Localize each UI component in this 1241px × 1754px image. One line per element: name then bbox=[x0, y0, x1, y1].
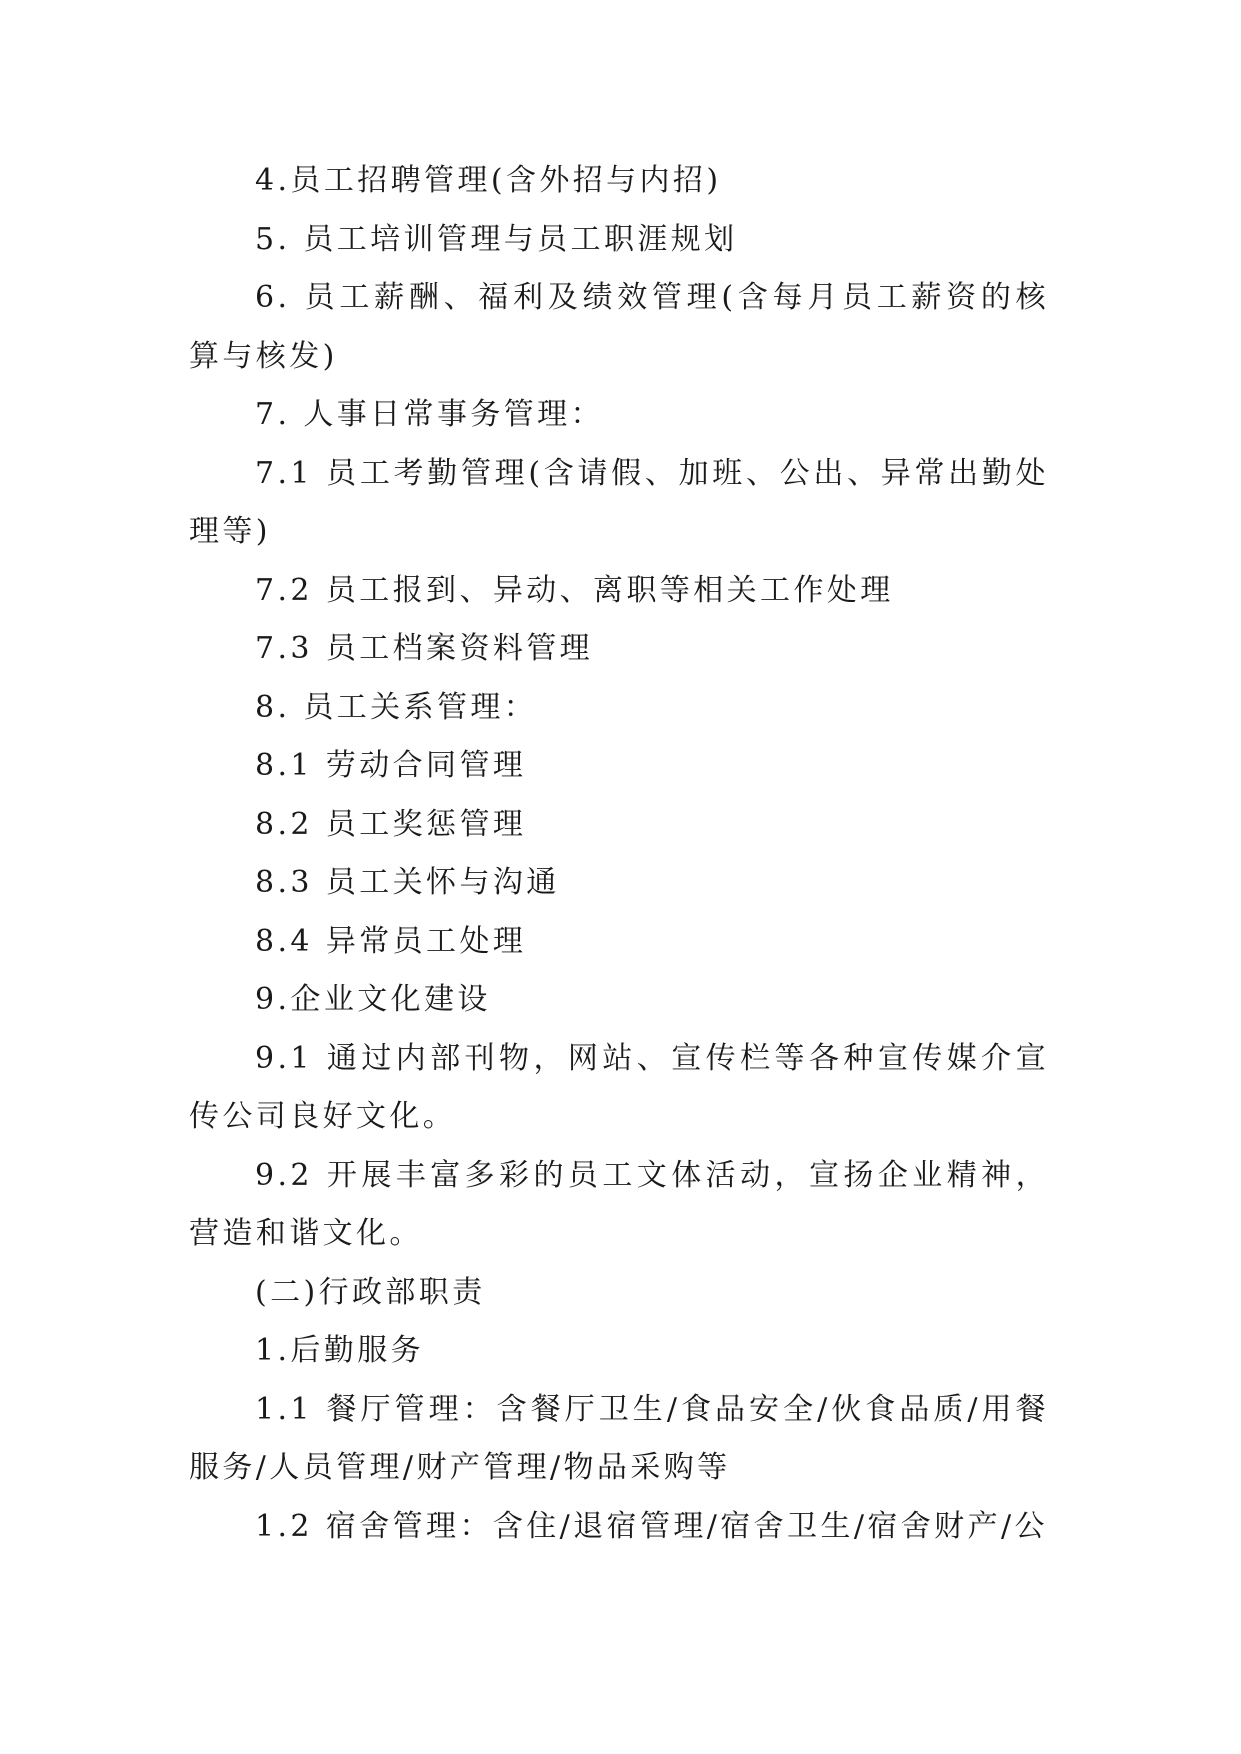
paragraph-culture-activities: 9.2 开展丰富多彩的员工文体活动，宣扬企业精神，营造和谐文化。 bbox=[189, 1157, 1049, 1251]
paragraph-personnel-files: 7.3 员工档案资料管理 bbox=[255, 631, 594, 666]
paragraph-labor-contract: 8.1 劳动合同管理 bbox=[255, 748, 527, 783]
paragraph-training: 5. 员工培训管理与员工职涯规划 bbox=[255, 221, 738, 257]
paragraph-admin-duties-heading: (二)行政部职责 bbox=[255, 1274, 486, 1310]
paragraph-compensation: 6. 员工薪酬、福利及绩效管理(含每月员工薪资的核算与核发) bbox=[189, 280, 1049, 374]
paragraph-corporate-culture: 9.企业文化建设 bbox=[255, 982, 491, 1017]
paragraph-rewards-penalties: 8.2 员工奖惩管理 bbox=[255, 806, 527, 842]
document-body bbox=[189, 152, 1049, 1556]
paragraph-care-communication: 8.3 员工关怀与沟通 bbox=[255, 865, 560, 900]
paragraph-canteen-management: 1.1 餐厅管理：含餐厅卫生/食品安全/伙食品质/用餐服务/人员管理/财产管理/物品采购等 bbox=[189, 1391, 1049, 1485]
paragraph-onboarding-transfer: 7.2 员工报到、异动、离职等相关工作处理 bbox=[255, 572, 894, 608]
paragraph-recruitment: 4.员工招聘管理(含外招与内招) bbox=[255, 163, 722, 198]
paragraph-employee-relations: 8. 员工关系管理： bbox=[255, 689, 538, 725]
paragraph-abnormal-employee: 8.4 异常员工处理 bbox=[255, 923, 527, 959]
paragraph-attendance: 7.1 员工考勤管理(含请假、加班、公出、异常出勤处理等) bbox=[189, 455, 1049, 549]
paragraph-logistics: 1.后勤服务 bbox=[255, 1333, 425, 1368]
paragraph-hr-daily-affairs: 7. 人事日常事务管理： bbox=[255, 397, 604, 432]
paragraph-dormitory-management: 1.2 宿舍管理：含住/退宿管理/宿舍卫生/宿舍财产/公 bbox=[255, 1508, 1048, 1544]
paragraph-culture-publicity: 9.1 通过内部刊物，网站、宣传栏等各种宣传媒介宣传公司良好文化。 bbox=[189, 1040, 1049, 1134]
